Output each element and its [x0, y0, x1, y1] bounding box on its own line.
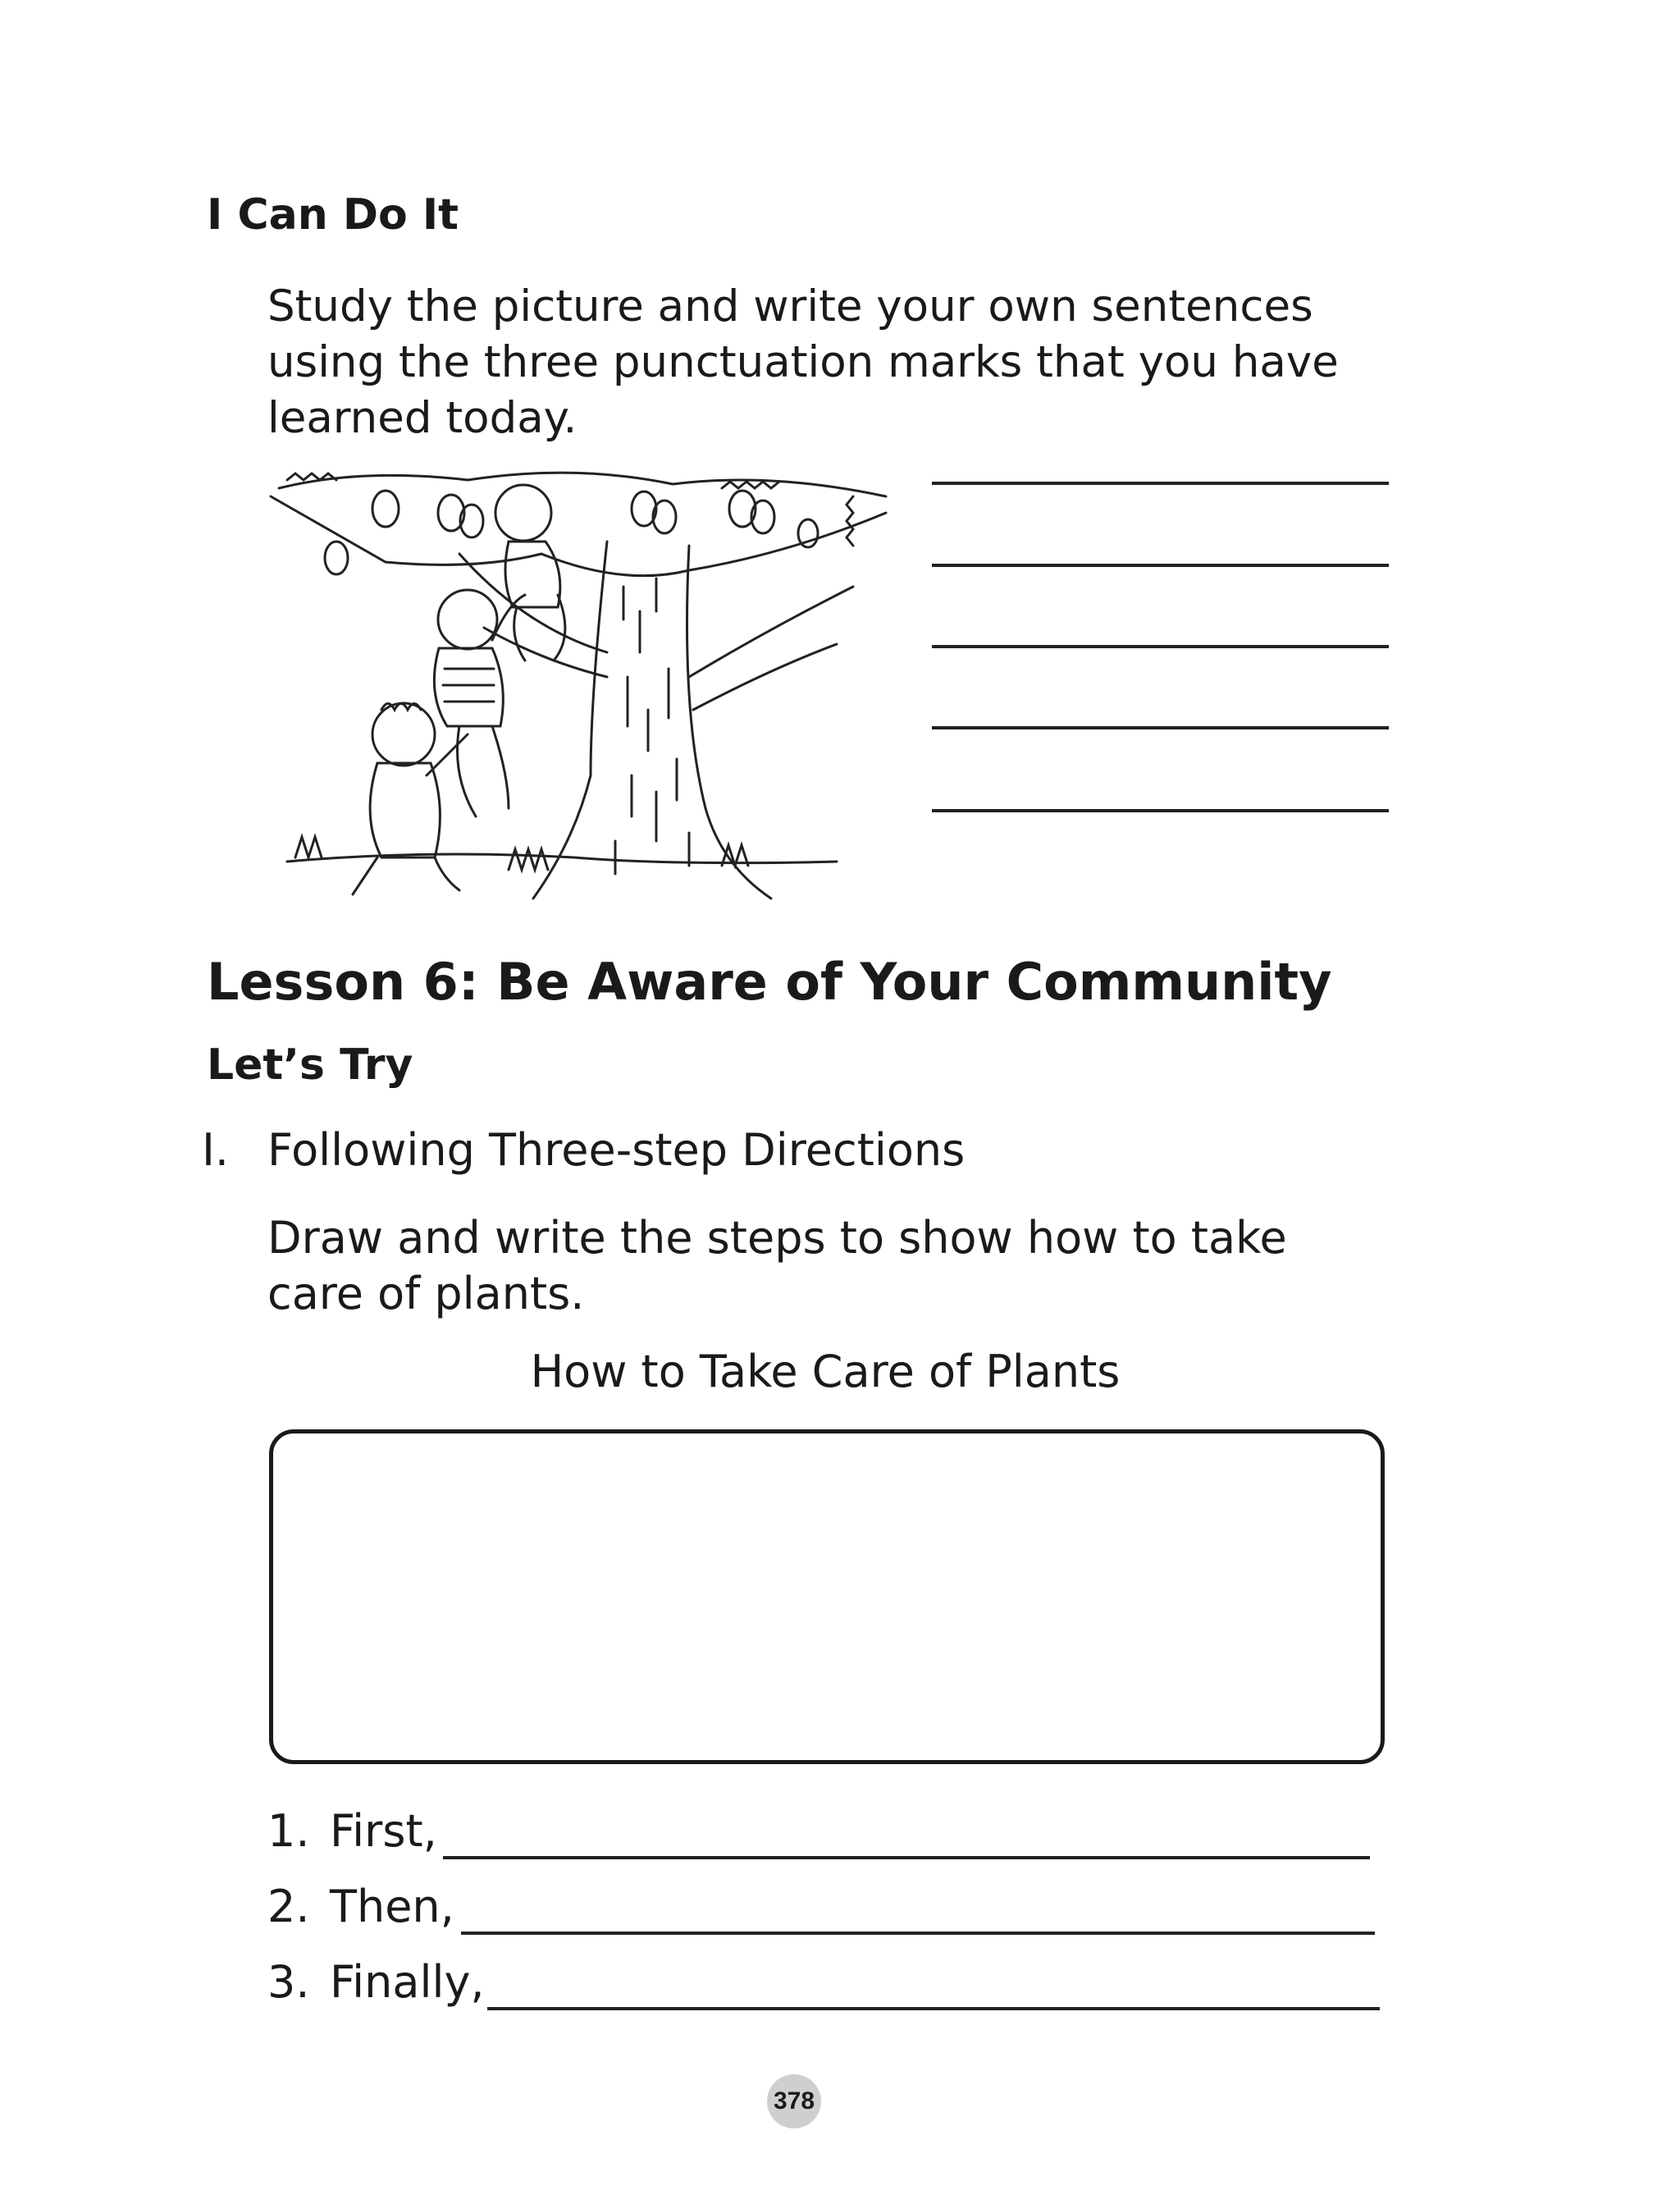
- drawing-box[interactable]: [269, 1429, 1385, 1764]
- step-label: Then,: [330, 1881, 454, 1932]
- step-answer-line[interactable]: [461, 1932, 1375, 1935]
- instruction-line-2: using the three punctuation marks that you have: [267, 337, 1339, 387]
- directions-line-1: Draw and write the steps to show how to take: [267, 1212, 1287, 1264]
- box-title: How to Take Care of Plants: [530, 1346, 1121, 1397]
- step-item: [267, 1805, 437, 1857]
- directions-line-2: care of plants.: [267, 1268, 585, 1319]
- step-number: 2.: [267, 1881, 310, 1932]
- instruction-line-1: Study the picture and write your own sentences: [267, 281, 1313, 331]
- children-picking-mangoes-illustration: [262, 464, 902, 923]
- step-answer-line[interactable]: [487, 2007, 1380, 2010]
- item-numeral: I.: [202, 1124, 230, 1176]
- step-number: 3.: [267, 1956, 310, 2008]
- step-label: First,: [330, 1805, 437, 1857]
- subheading: Let’s Try: [207, 1040, 413, 1090]
- step-item: [267, 1881, 454, 1932]
- answer-line[interactable]: [932, 564, 1389, 567]
- lesson-title: Lesson 6: Be Aware of Your Community: [207, 952, 1332, 1012]
- instruction-line-3: learned today.: [267, 393, 578, 443]
- answer-line[interactable]: [932, 482, 1389, 485]
- answer-line[interactable]: [932, 726, 1389, 729]
- page-number-badge: 378: [767, 2074, 821, 2128]
- section-title: I Can Do It: [207, 190, 459, 240]
- answer-line[interactable]: [932, 809, 1389, 812]
- step-number: 1.: [267, 1805, 310, 1857]
- answer-line[interactable]: [932, 645, 1389, 648]
- step-item: [267, 1956, 485, 2008]
- step-label: Finally,: [330, 1956, 485, 2008]
- step-answer-line[interactable]: [443, 1856, 1370, 1859]
- item-title: Following Three-step Directions: [267, 1124, 966, 1176]
